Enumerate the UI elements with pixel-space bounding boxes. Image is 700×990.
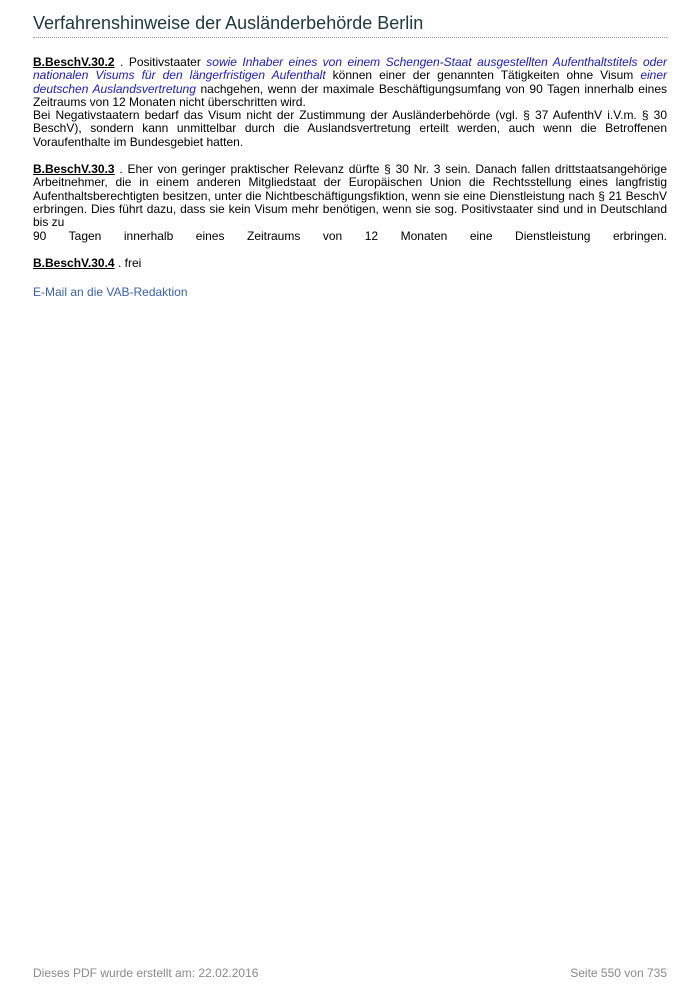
document-body	[33, 56, 667, 299]
section-30-2-text-2: nachgehen, wenn der maximale Beschäftigungsumfang von 90 Tagen innerhalb eines Zeitraums von 12 Monaten nicht überschritten wird.	[33, 81, 667, 109]
section-ref-30-3: B.BeschV.30.3	[33, 162, 115, 177]
section-30-3	[33, 163, 667, 243]
section-30-3-text-2: 90 Tagen innerhalb eines Zeitraums von 12 Monaten eine Dienstleistung erbringen.	[33, 228, 667, 243]
section-ref-30-2: B.BeschV.30.2	[33, 55, 115, 69]
section-30-4-text: . frei	[114, 255, 142, 270]
section-30-2-italic-1: sowie Inhaber eines von einem Schengen-Staat ausgestellten Aufenthaltstitels oder nationalen Visums für den längerfristigen Aufenthalt	[33, 55, 667, 83]
section-ref-30-4: B.BeschV.30.4	[33, 255, 115, 270]
section-30-2-italic-2: einer deutschen Auslandsvertretung	[33, 68, 668, 96]
page-title: Verfahrenshinweise der Ausländerbehörde Berlin	[33, 13, 424, 33]
footer-created-date: Dieses PDF wurde erstellt am: 22.02.2016	[33, 966, 259, 980]
section-30-2-text-3: Bei Negativstaatern bedarf das Visum nicht der Zustimmung der Ausländerbehörde (vgl. § 37 AufenthV i.V.m. § 30 BeschV), sondern kann unmittelbar durch die Auslandsvertretung erteilt werden, auch wenn die Betroffenen Voraufenthalte im Bundesgebiet hatten.	[33, 108, 667, 149]
section-30-3-text-1: . Eher von geringer praktischer Relevanz dürfte § 30 Nr. 3 sein. Danach fallen drittstaatsangehörige Arbeitnehmer, die in einem anderen Mitgliedstaat der Europäischen Union die Rechtsstellung eines langfristig Aufenthaltsberechtigten besitzen, unter die Nichtbeschäftigungsfiktion, wenn sie eine Dienstleistung nach § 21 BeschV erbringen. Dies führt dazu, dass sie kein Visum mehr benötigen, wenn sie sog. Positivstaater sind und in Deutschland bis zu	[33, 162, 667, 230]
section-30-4	[33, 257, 667, 270]
email-vab-redaktion-link[interactable]: E-Mail an die VAB-Redaktion	[33, 285, 188, 300]
section-30-2-text-1: können einer der genannten Tätigkeiten ohne Visum	[325, 68, 641, 83]
footer-page-number: Seite 550 von 735	[570, 966, 667, 980]
section-30-2	[33, 56, 667, 149]
page-header	[33, 12, 667, 38]
section-30-2-sep: . Positivstaater	[114, 55, 207, 69]
